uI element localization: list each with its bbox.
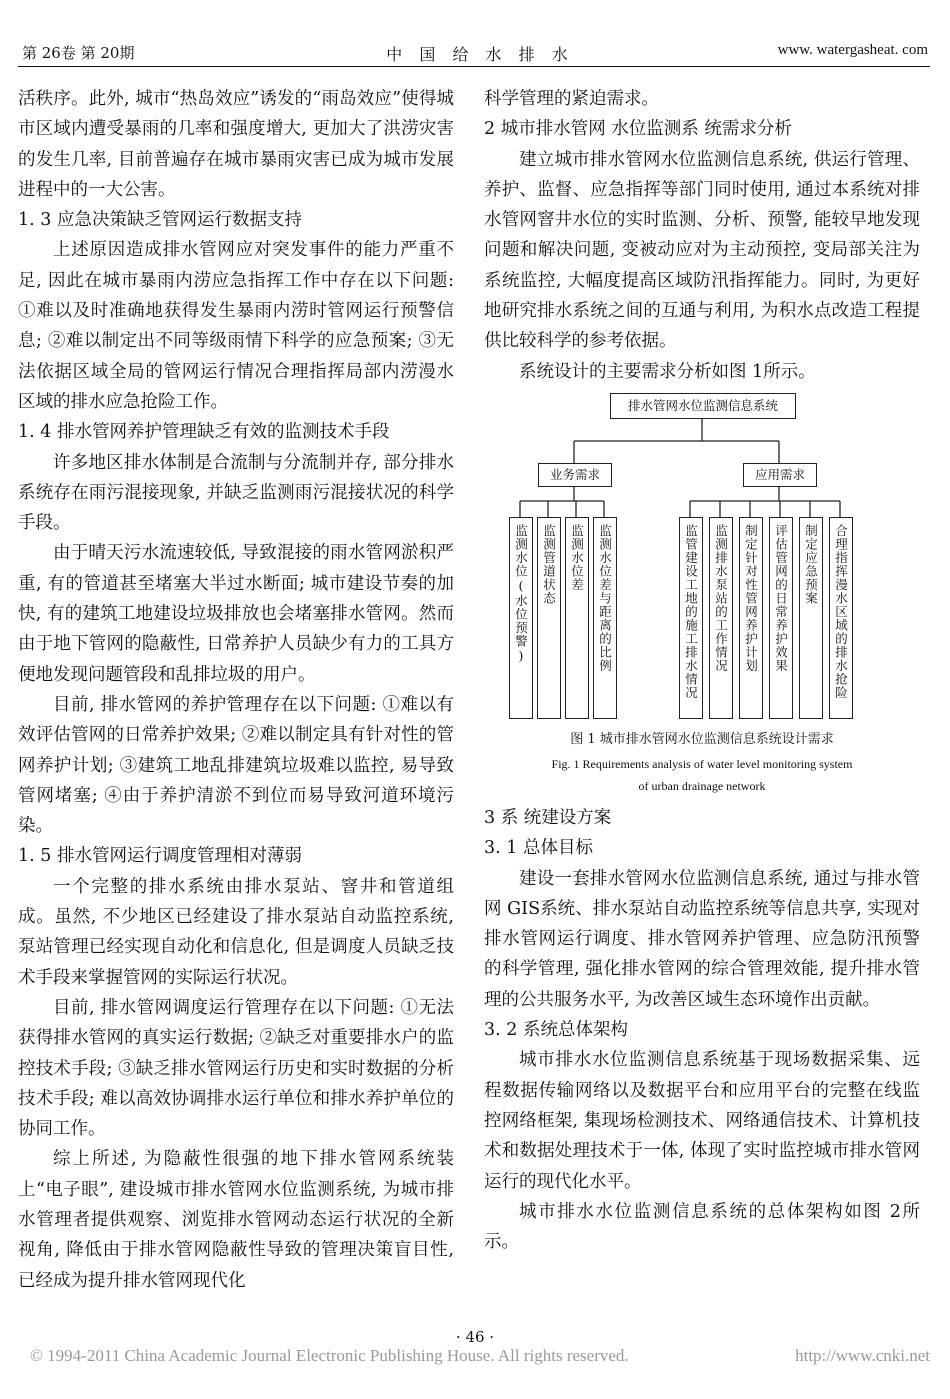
- figure-leaf-box: [565, 517, 589, 719]
- figure-caption-en-2: of urban drainage network: [638, 778, 766, 793]
- section-heading: 3 系 统建设方案: [484, 807, 612, 828]
- figure-group-box: 应用需求: [743, 463, 817, 487]
- paragraph: 许多地区排水体制是合流制与分流制并存, 部分排水系统存在雨污混接现象, 并缺乏监测雨污混接状况的科学手段。: [18, 452, 454, 534]
- figure-leaf-box: [537, 517, 561, 719]
- journal-website[interactable]: www. watergasheat. com: [777, 42, 928, 58]
- figure-leaf-label: 监测管道状态: [541, 523, 557, 605]
- left-column: [18, 84, 454, 1296]
- figure-leaf-box: [509, 517, 533, 719]
- section-heading: 2 城市排水管网 水位监测系 统需求分析: [484, 119, 792, 140]
- figure-group-box: 业务需求: [538, 463, 612, 487]
- paragraph: 建设一套排水管网水位监测信息系统, 通过与排水管网 GIS系统、排水泵站自动监控系统等信息共享, 实现对排水管网运行调度、排水管网养护管理、应急防汛预警的科学管理, 强化排水管网的综合管理效能, 提升排水管理的公共服务水平, 为改善区域生态环境作出贡献。: [484, 868, 920, 1010]
- running-header: [0, 30, 950, 70]
- figure-caption-cn: 图 1 城市排水管网水位监测信息系统设计需求: [570, 731, 834, 747]
- paragraph: 活秩序。此外, 城市“热岛效应”诱发的“雨岛效应”使得城市区域内遭受暴雨的几率和强度增大, 更加大了洪涝灾害的发生几率, 目前普遍存在城市暴雨灾害已成为城市发展进程中的一大公害。: [18, 89, 454, 200]
- section-heading: 1. 3 应急决策缺乏管网运行数据支持: [18, 210, 302, 231]
- right-column-bottom: [484, 803, 920, 1257]
- figure-leaf-label: 监管建设工地的施工排水情况: [683, 523, 699, 700]
- figure-leaf-box: [799, 517, 823, 719]
- figure-leaf-label: 制定应急预案: [803, 523, 819, 605]
- cnki-link[interactable]: http://www.cnki.net: [795, 1346, 930, 1365]
- paragraph: 一个完整的排水系统由排水泵站、窨井和管道组成。虽然, 不少地区已经建设了排水泵站自动监控系统, 泵站管理已经实现自动化和信息化, 但是调度人员缺乏技术手段来掌握管网的实际运行状况。: [18, 876, 454, 988]
- figure-leaf-label: 监测水位差与距离的比例: [597, 523, 613, 673]
- paragraph: 由于晴天污水流速较低, 导致混接的雨水管网淤积严重, 有的管道甚至堵塞大半过水断面; 城市建设节奏的加快, 有的建筑工地建设垃圾排放也会堵塞排水管网。然而由于地下管网的隐蔽性, 日常养护人员缺少有力的工具方便地发现问题管段和乱排垃圾的用户。: [18, 543, 454, 685]
- section-heading: 1. 5 排水管网运行调度管理相对薄弱: [18, 846, 302, 867]
- figure-caption-en-1: Fig. 1 Requirements analysis of water level monitoring system: [551, 756, 853, 771]
- paragraph: 科学管理的紧迫需求。: [484, 89, 659, 109]
- paragraph: 综上所述, 为隐蔽性很强的地下排水管网系统装上“电子眼”, 建设城市排水管网水位监测系统, 为城市排水管理者提供观察、浏览排水管网动态运行状况的全新视角, 降低由于排水管网隐蔽性导致的管理决策盲目性, 已经成为提升排水管网现代化: [18, 1149, 454, 1291]
- figure-leaf-box: [679, 517, 703, 719]
- right-column-top: [484, 84, 920, 387]
- figure-leaf-label: 监测水位差: [569, 523, 585, 592]
- figure-leaf-box: [593, 517, 617, 719]
- figure-leaf-label: 制定针对性管网养护计划: [743, 523, 759, 673]
- section-heading: 3. 1 总体目标: [484, 838, 593, 859]
- paragraph: 上述原因造成排水管网应对突发事件的能力严重不足, 因此在城市暴雨内涝应急指挥工作中存在以下问题: ①难以及时准确地获得发生暴雨内涝时管网运行预警信息; ②难以制定出不同等级雨情下科学的应急预案; ③无法依据区域全局的管网运行情况合理指挥局部内涝漫水区域的排水应急抢险工作。: [18, 240, 454, 412]
- figure-leaf-label: 监测水位(水位预警): [513, 523, 529, 664]
- right-column: [484, 84, 920, 1257]
- paragraph: 系统设计的主要需求分析如图 1所示。: [519, 361, 816, 382]
- paragraph: 城市排水水位监测信息系统基于现场数据采集、远程数据传输网络以及数据平台和应用平台的完整在线监控网络框架, 集现场检测技术、网络通信技术、计算机技术和数据处理技术于一体, 体现了实时监控城市排水管网运行的现代化水平。: [484, 1050, 920, 1192]
- copyright-text: © 1994-2011 China Academic Journal Electronic Publishing House. All rights reserved.: [30, 1346, 629, 1365]
- copyright-footer: [30, 1346, 930, 1366]
- figure-leaf-label: 监测排水泵站的工作情况: [713, 523, 729, 673]
- journal-title: 中 国 给 水 排 水: [386, 45, 574, 64]
- paragraph: 建立城市排水管网水位监测信息系统, 供运行管理、养护、监督、应急指挥等部门同时使用, 通过本系统对排水管网窨井水位的实时监测、分析、预警, 能较早地发现问题和解决问题, 变被动应对为主动预控, 变局部关注为系统监控, 大幅度提高区域防汛指挥能力。同时, 为更好地研究排水系统之间的互通与利用, 为积水点改造工程提供比较科学的参考依据。: [484, 149, 920, 352]
- volume-issue: 第 26卷 第 20期: [22, 44, 135, 62]
- paragraph: 目前, 排水管网的养护管理存在以下问题: ①难以有效评估管网的日常养护效果; ②难以制定具有针对性的管网养护计划; ③建筑工地乱排建筑垃圾难以监控, 易导致管网堵塞; ④由于养护清淤不到位而易导致河道环境污染。: [18, 694, 454, 837]
- figure-leaf-box: [709, 517, 733, 719]
- page-number: · 46 ·: [455, 1328, 495, 1346]
- figure-leaf-box: [739, 517, 763, 719]
- paragraph: 目前, 排水管网调度运行管理存在以下问题: ①无法获得排水管网的真实运行数据; ②缺乏对重要排水户的监控技术手段; ③缺乏排水管网运行历史和实时数据的分析技术手段; 难以高效协调排水运行单位和排水养护单位的协同工作。: [18, 997, 454, 1140]
- figure-1: [484, 391, 920, 721]
- figure-root-box: 排水管网水位监测信息系统: [610, 393, 796, 419]
- section-heading: 3. 2 系统总体架构: [484, 1020, 628, 1041]
- section-heading: 1. 4 排水管网养护管理缺乏有效的监测技术手段: [18, 422, 390, 443]
- header-rule: [18, 66, 930, 67]
- paragraph: 城市排水水位监测信息系统的总体架构如图 2所示。: [484, 1201, 920, 1253]
- figure-leaf-box: [769, 517, 793, 719]
- figure-leaf-label: 合理指挥漫水区域的排水抢险: [833, 523, 849, 700]
- figure-leaf-label: 评估管网的日常养护效果: [773, 523, 789, 673]
- figure-leaf-box: [829, 517, 853, 719]
